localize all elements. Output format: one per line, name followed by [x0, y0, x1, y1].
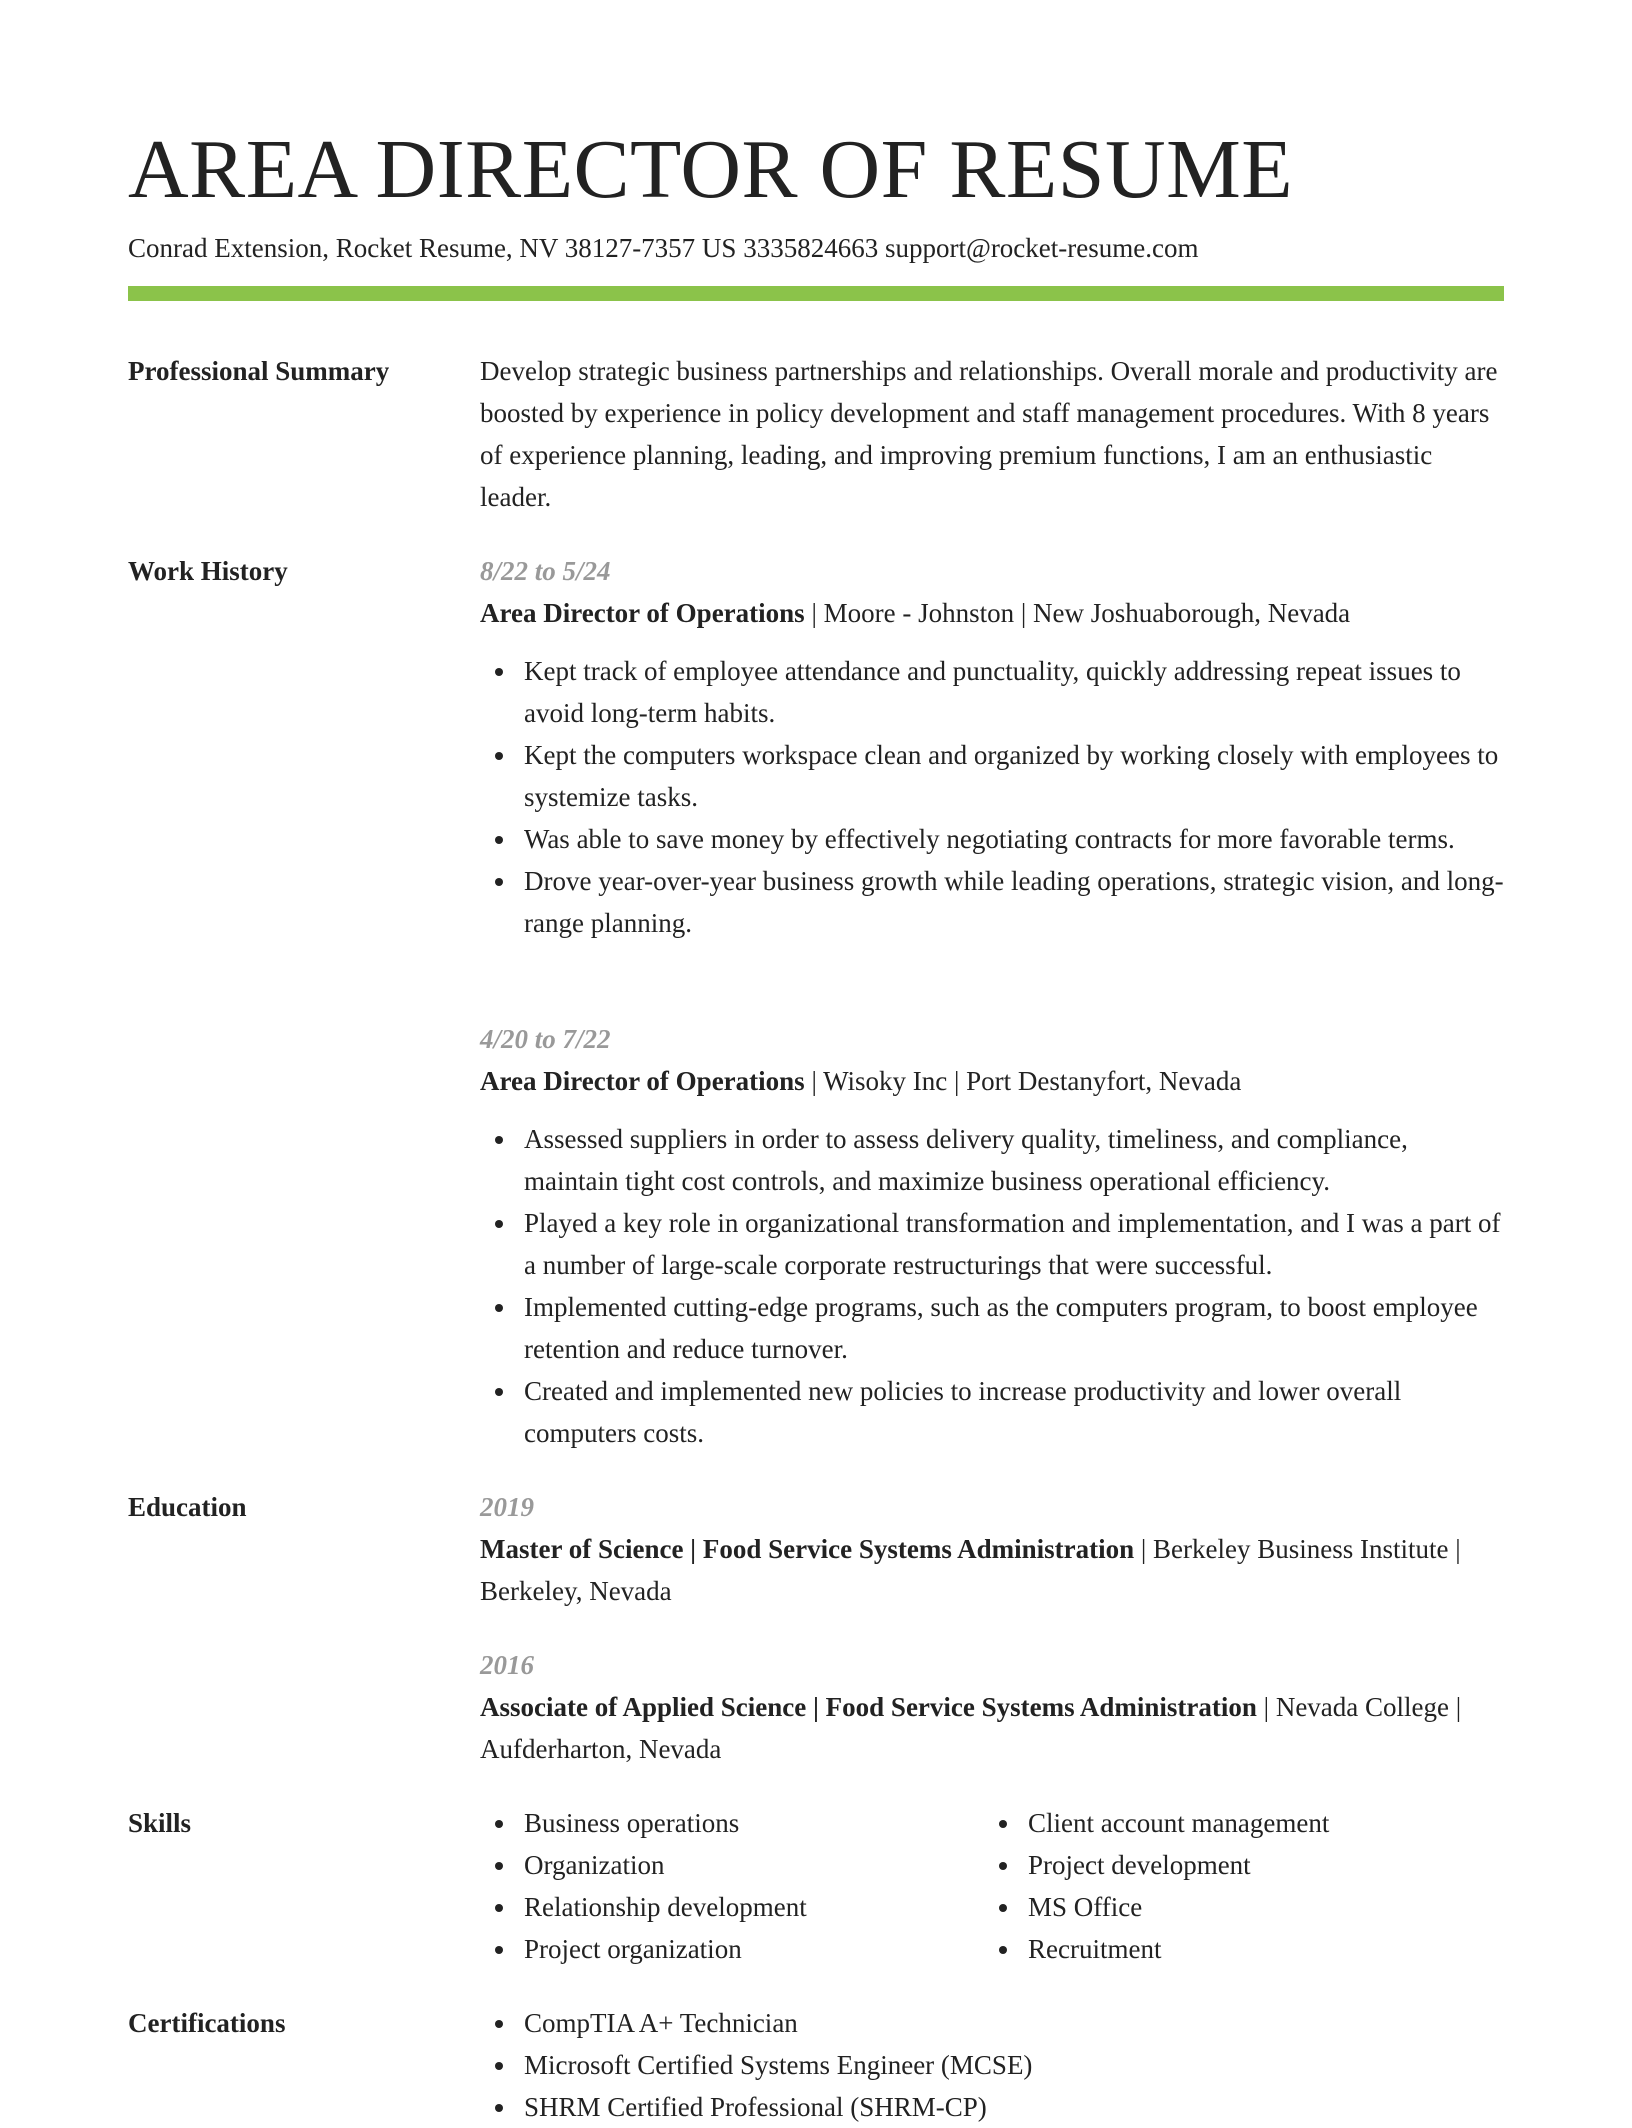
job-title: Area Director of Operations — [480, 1066, 805, 1096]
education-entry — [480, 1644, 1504, 1770]
education-degree: Master of Science | Food Service Systems Administration — [480, 1534, 1135, 1564]
education-heading — [480, 1686, 1504, 1770]
education-section — [480, 1486, 1504, 1612]
job-bullet: Implemented cutting-edge programs, such as the computers program, to boost employee retention and reduce turnover. — [480, 1286, 1504, 1370]
certification-item: CompTIA A+ Technician — [480, 2002, 1504, 2044]
resume-name: AREA DIRECTOR OF RESUME — [128, 123, 1294, 216]
skills-section — [480, 1802, 1504, 1972]
certification-item: Microsoft Certified Systems Engineer (MCSE) — [480, 2044, 1504, 2086]
skills-list-right — [984, 1802, 1329, 1970]
header-divider — [128, 286, 1504, 301]
job-bullets — [480, 1118, 1504, 1454]
job-details: | Moore - Johnston | New Joshuaborough, Nevada — [804, 598, 1351, 628]
job-heading — [480, 1060, 1504, 1102]
section-label-work-history: Work History — [128, 556, 288, 586]
skills-list-left — [480, 1802, 807, 1970]
education-year: 2016 — [480, 1650, 534, 1680]
job-details: | Wisoky Inc | Port Destanyfort, Nevada — [804, 1066, 1242, 1096]
certifications-list — [480, 2002, 1504, 2128]
section-label-certifications: Certifications — [128, 2008, 286, 2038]
skill-item: Project organization — [480, 1928, 807, 1970]
skill-item: Client account management — [984, 1802, 1329, 1844]
work-history-section-continued — [480, 1018, 1504, 1454]
job-bullet: Played a key role in organizational transformation and implementation, and I was a part of a number of large-scale corporate restructurings that were successful. — [480, 1202, 1504, 1286]
skill-item: Recruitment — [984, 1928, 1329, 1970]
job-dates: 8/22 to 5/24 — [480, 556, 611, 586]
contact-line: Conrad Extension, Rocket Resume, NV 38127-7357 US 3335824663 support@rocket-resume.com — [128, 233, 1199, 263]
education-degree: Associate of Applied Science | Food Service Systems Administration — [480, 1692, 1257, 1722]
section-label-education: Education — [128, 1492, 247, 1522]
certifications-section — [480, 2002, 1504, 2128]
job-bullet: Kept the computers workspace clean and organized by working closely with employees to systemize tasks. — [480, 734, 1504, 818]
job-bullet: Created and implemented new policies to increase productivity and lower overall computers costs. — [480, 1370, 1504, 1454]
work-history-section — [480, 550, 1504, 944]
education-heading — [480, 1528, 1504, 1612]
section-label-summary: Professional Summary — [128, 356, 390, 386]
certification-item: SHRM Certified Professional (SHRM-CP) — [480, 2086, 1504, 2128]
skill-item: MS Office — [984, 1886, 1329, 1928]
job-entry — [480, 1018, 1504, 1454]
job-dates: 4/20 to 7/22 — [480, 1024, 611, 1054]
education-section-continued — [480, 1644, 1504, 1770]
education-details: | Nevada College | Aufderharton, Nevada — [480, 1692, 1462, 1764]
job-bullet: Kept track of employee attendance and punctuality, quickly addressing repeat issues to avoid long-term habits. — [480, 650, 1504, 734]
job-bullets — [480, 650, 1504, 944]
education-entry — [480, 1486, 1504, 1612]
summary-text: Develop strategic business partnerships and relationships. Overall morale and productivity are boosted by experience in policy development and staff management procedures. With 8 years of experience planning, leading, and improving premium functions, I am an enthusiastic leader. — [480, 356, 1498, 512]
job-heading — [480, 592, 1504, 634]
job-entry — [480, 550, 1504, 944]
skill-item: Business operations — [480, 1802, 807, 1844]
job-bullet: Was able to save money by effectively negotiating contracts for more favorable terms. — [480, 818, 1504, 860]
summary-section — [480, 350, 1504, 518]
skill-item: Project development — [984, 1844, 1329, 1886]
job-bullet: Assessed suppliers in order to assess delivery quality, timeliness, and compliance, maintain tight cost controls, and maximize business operational efficiency. — [480, 1118, 1504, 1202]
skill-item: Organization — [480, 1844, 807, 1886]
job-bullet: Drove year-over-year business growth while leading operations, strategic vision, and long-range planning. — [480, 860, 1504, 944]
job-title: Area Director of Operations — [480, 598, 805, 628]
section-label-skills: Skills — [128, 1808, 192, 1838]
education-year: 2019 — [480, 1492, 534, 1522]
skill-item: Relationship development — [480, 1886, 807, 1928]
education-details: | Berkeley Business Institute | Berkeley, Nevada — [480, 1534, 1461, 1606]
